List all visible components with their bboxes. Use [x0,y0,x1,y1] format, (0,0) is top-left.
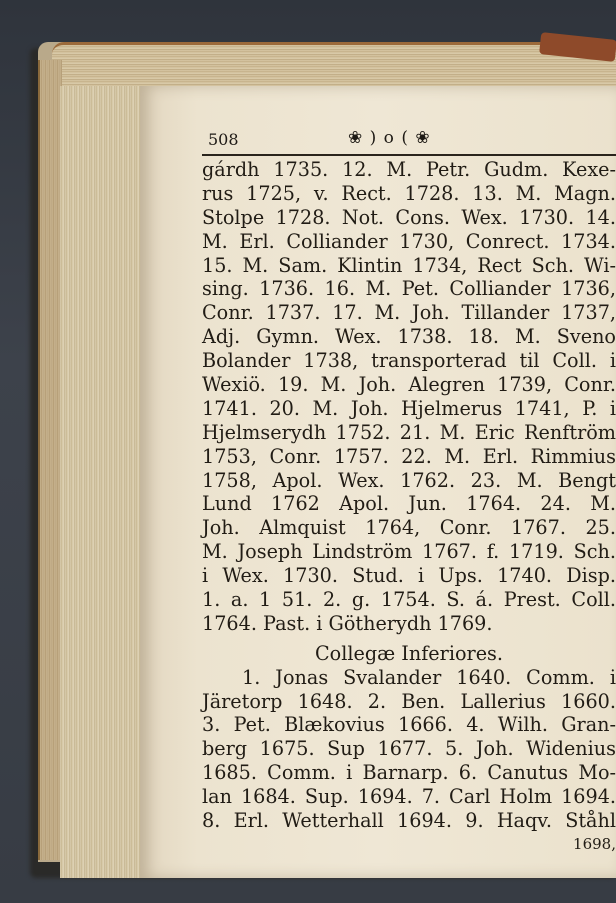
text-line: Joh. Almquist 1764, Conr. 1767. 25. [202,516,616,540]
left-page-edges [38,60,62,860]
text-line: berg 1675. Sup 1677. 5. Joh. Widenius [202,737,616,761]
running-header [200,126,616,150]
text-line: lan 1684. Sup. 1694. 7. Carl Holm 1694. [202,785,616,809]
text-line: 1. a. 1 51. 2. g. 1754. S. á. Prest. Coll. [202,588,616,612]
text-line: 15. M. Sam. Klintin 1734, Rect Sch. Wi- [202,253,616,277]
text-line: 1685. Comm. i Barnarp. 6. Canutus Mo- [202,761,616,785]
text-line: M. Erl. Colliander 1730, Conrect. 1734. [202,229,616,253]
text-line: Lund 1762 Apol. Jun. 1764. 24. M. [202,492,616,516]
text-line: 1741. 20. M. Joh. Hjelmerus 1741, P. i [202,396,616,420]
text-line: Bolander 1738, transporterad til Coll. i [202,349,616,373]
text-line: 1764. Past. i Götherydh 1769. [202,611,493,635]
text-line: rus 1725, v. Rect. 1728. 13. M. Magn. [202,181,616,205]
text-line: 1753, Conr. 1757. 22. M. Erl. Rimmius [202,444,616,468]
text-line: M. Joseph Lindström 1767. f. 1719. Sch. [202,540,616,564]
text-line: Conr. 1737. 17. M. Joh. Tillander 1737, [202,301,616,325]
catchword: 1698, [573,834,616,853]
fanned-page-edges [60,86,140,878]
text-line: Hjelmserydh 1752. 21. M. Eric Renftröm [202,420,616,444]
top-page-edges [52,42,616,89]
text-line: 1. Jonas Svalander 1640. Comm. i [242,665,616,689]
text-line: sing. 1736. 16. M. Pet. Colliander 1736, [202,277,616,301]
text-line: Stolpe 1728. Not. Cons. Wex. 1730. 14. [202,205,616,229]
body-text [202,158,616,857]
header-ornament: ❀ ) o ( ❀ [348,128,431,148]
text-line: i Wex. 1730. Stud. i Ups. 1740. Disp. [202,564,616,588]
text-line: 3. Pet. Blækovius 1666. 4. Wilh. Gran- [202,713,616,737]
book-page [140,86,616,878]
text-line: 1758, Apol. Wex. 1762. 23. M. Bengt [202,468,616,492]
text-line: 8. Erl. Wetterhall 1694. 9. Haqv. Ståhl [202,809,616,833]
text-line: gárdh 1735. 12. M. Petr. Gudm. Kexe- [202,158,616,181]
header-rule [202,154,616,156]
text-line: Wexiö. 19. M. Joh. Alegren 1739, Conr. [202,373,616,397]
text-line: Järetorp 1648. 2. Ben. Lallerius 1660. [202,689,616,713]
text-line: Adj. Gymn. Wex. 1738. 18. M. Sveno [202,325,616,349]
page-number: 508 [208,130,239,149]
section-heading: Collegæ Inferiores. [314,641,503,665]
